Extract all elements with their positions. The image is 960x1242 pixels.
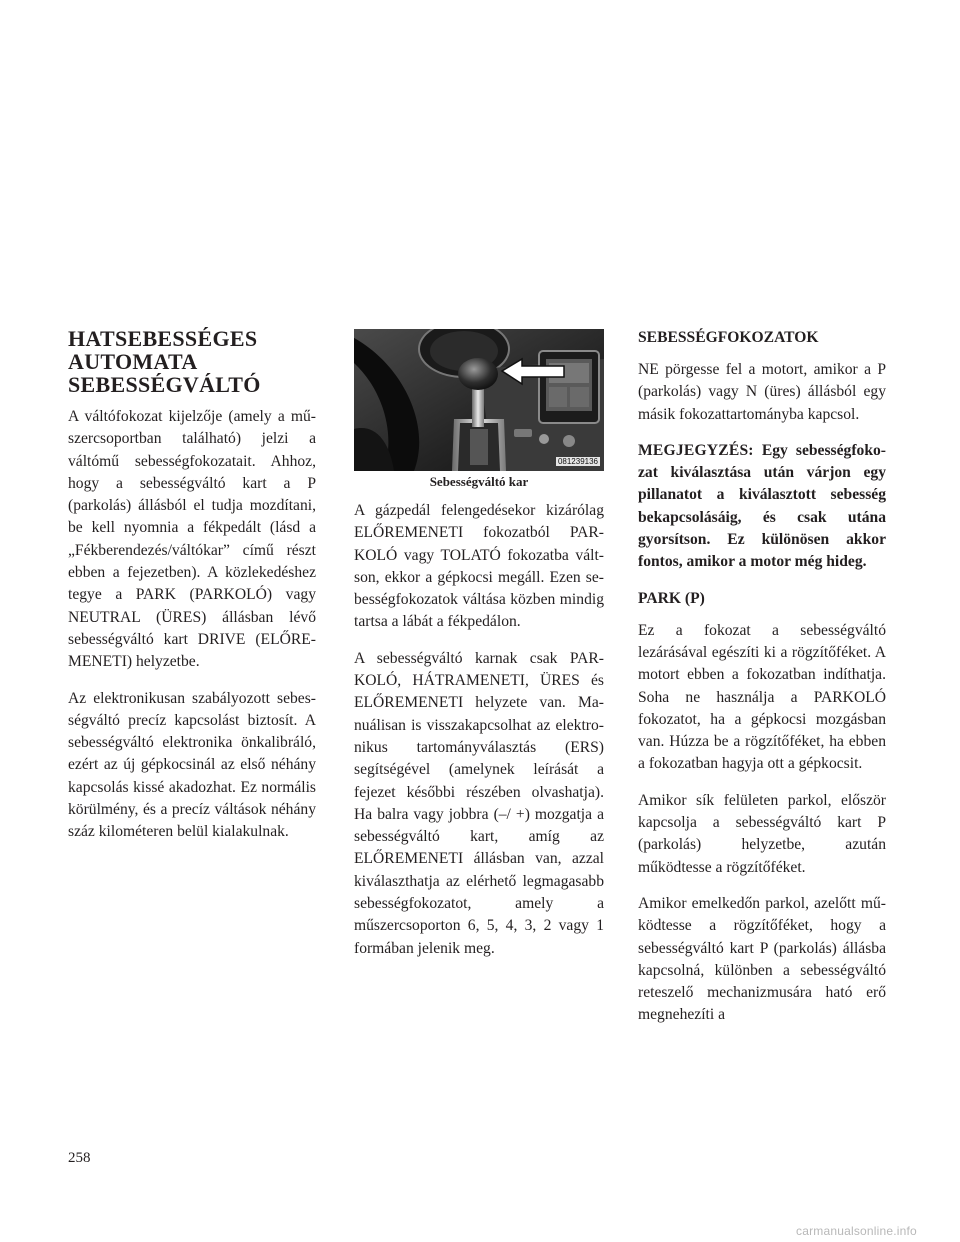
figure-code: 081239136 xyxy=(557,457,598,466)
column-right xyxy=(638,327,886,1027)
column-left xyxy=(68,327,316,858)
watermark-text: carmanualsonline.info xyxy=(796,1224,917,1238)
heading-park: PARK (P) xyxy=(638,589,705,607)
paragraph-park-2: Amikor sík felületen parkol, először kapcsolja a sebességváltó kart P (parkolás) helyzetbe, azután működtesse a rögzítőféket. xyxy=(638,791,886,876)
gear-lever-illustration xyxy=(354,329,604,471)
gear-lever-figure xyxy=(354,329,604,471)
note-text: Egy sebességfokozat kiválasztása után várjon egy pillanatot a kiválasztott sebesség bekapcsolásáig, és csak utána gyorsítson. Ez különösen akkor fontos, amikor a motor még hideg. xyxy=(638,441,886,571)
paragraph-indicator: A váltófokozat kijelzője (amely a műszercsoportban található) jelzi a váltómű sebességfokozatait. Ahhoz, hogy a sebességváltó kart a P (parkolás) állásból el tudja mozdítani, be kell nyomnia a fékpedált (lásd a „Fékberendezés/váltókar” című részt ebben a fejezetben). A közlekedéshez tegye a PARK (PARKOLÓ) vagy NEUTRAL (ÜRES) állásban lévő sebességváltó kart DRIVE (ELŐREMENETI) helyzetbe. xyxy=(68,408,316,671)
section-title xyxy=(68,327,316,396)
note-label: MEGJEGYZÉS: xyxy=(638,441,754,459)
paragraph-park-3: Amikor emelkedőn parkol, azelőtt működtesse a rögzítőféket, hogy a sebességváltó kart P (parkolás) állásba kapcsolná, különben a sebességváltó reteszelő mechanizmusára ható erő megnehezíti a xyxy=(638,894,886,1024)
paragraph-accelerator: A gázpedál felengedésekor kizárólag ELŐREMENETI fokozatból PARKOLÓ vagy TOLATÓ fokozatba váltson, ekkor a gépkocsi megáll. Ezen sebességfokozatok váltása közben mindig tartsa a lábát a fékpedálon. xyxy=(354,502,604,631)
section-title-line-2: AUTOMATA xyxy=(68,349,198,374)
section-title-line-1: HATSEBESSÉGES xyxy=(68,326,258,351)
paragraph-lever-positions: A sebességváltó karnak csak PARKOLÓ, HÁTRAMENETI, ÜRES és ELŐREMENETI helyzete van. Manuálisan is visszakapcsolhat az elektronikus tartományválasztás (ERS) segítségével (amelynek leírását a fejezet későbbi részében olvashatja). Ha balra vagy jobbra (–/ +) mozgatja a sebességváltó kart, amíg az ELŐREMENETI állásban van, azzal kiválaszthatja az elérhető legmagasabb sebességfokozatot, amely a műszercsoporton 6, 5, 4, 3, 2 vagy 1 formában jelenik meg. xyxy=(354,649,604,957)
paragraph-no-rev: NE pörgesse fel a motort, amikor a P (parkolás) vagy N (üres) állásból egy másik fokozattartományba kapcsol. xyxy=(638,361,886,423)
paragraph-electronic: Az elektronikusan szabályozott sebességváltó precíz kapcsolást biztosít. A sebességváltó elektronika önkalibráló, ezért az új gépkocsinál az első néhány kapcsolás kissé akadozhat. Ez normális körülmény, és a precíz váltások néhány száz kilométeren belül kialakulnak. xyxy=(68,689,316,841)
paragraph-park-1: Ez a fokozat a sebességváltó lezárásával egészíti ki a rögzítőféket. A motort ebben a fokozatban indíthatja. Soha ne használja a PARKOLÓ fokozatot, ha a gépkocsi mozgásban van. Húzza be a rögzítőféket, ha ebben a fokozatban hagyja ott a gépkocsit. xyxy=(638,621,886,773)
heading-gear-ranges: SEBESSÉGFOKOZATOK xyxy=(638,329,819,346)
section-title-line-3: SEBESSÉGVÁLTÓ xyxy=(68,372,261,397)
column-middle xyxy=(354,500,604,974)
figure-caption: Sebességváltó kar xyxy=(429,474,529,489)
page-number: 258 xyxy=(68,1150,91,1166)
note-block xyxy=(638,440,886,574)
